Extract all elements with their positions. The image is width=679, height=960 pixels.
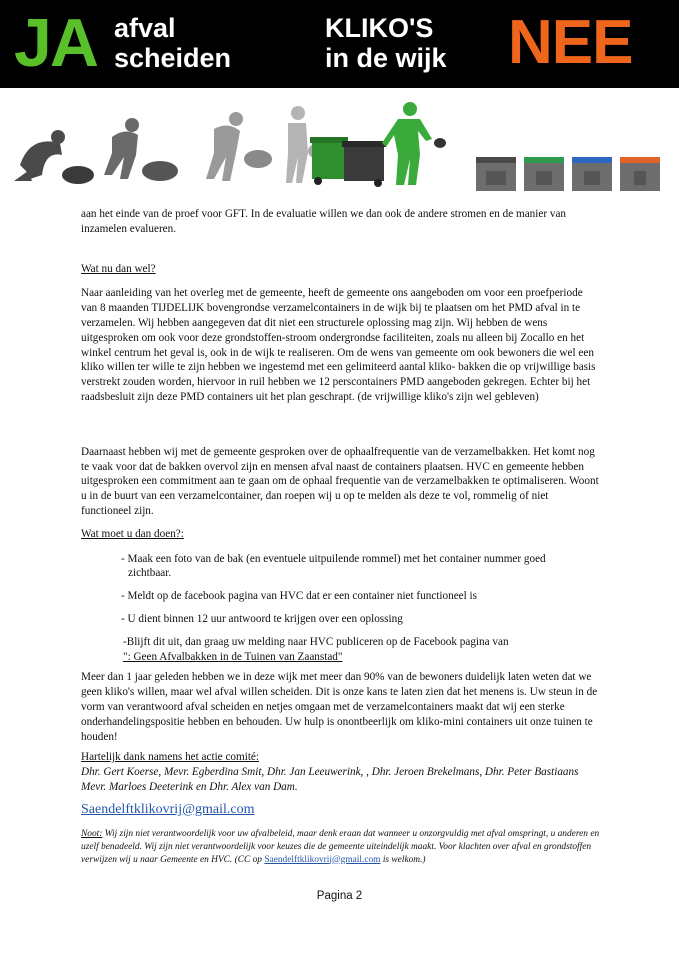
committee-names: Dhr. Gert Koerse, Mevr. Egberdina Smit, Dhr. Jan Leeuwerink, , Dhr. Jeroen Brekelmans, Dhr. Peter Bastiaans Mevr. Marloes Deeterink en Dhr. Alex van Dam. [81, 766, 579, 793]
paragraph-intro: aan het einde van de proef voor GFT. In de evaluatie willen we dan ook de andere stromen en de manier van inzamelen evalueren. [81, 208, 567, 235]
thanks-heading: Hartelijk dank namens het actie comité: [81, 751, 260, 764]
paragraph-overleg: Naar aanleiding van het overleg met de gemeente, heeft de gemeente ons aangeboden om voor een proefperiode van 8 maanden TIJDELIJK bovengrondse verzamelcontainers in de wijk bij te plaatsen om het PMD afval in te verzamelen. Wij hebben aangegeven dat dit niet een structurele oplossing mag zijn. Wij hebben de wens uitgesproken om ook voor deze grondstoffen-stroom ondergrondse faciliteiten, zoals nu alleen bij Zocallo en het winkel centrum het geval is, ook in de wijk te realiseren. Om de wens van gemeente om ook bewoners die wel een kliko willen ter wille te zijn hebben we ingestemd met een gelimiteerd aantal kliko- bakken die op vrijwillige basis verstrekt zouden worden, hiervoor in ruil hebben we 12 perscontainers PMD aangeboden gekregen. Echter bij het raadsbesluit zijn deze PMD containers uit het plan geschrapt. (de vrijwillige kliko's zijn wel gebleven) [81, 287, 596, 403]
list-item-meldt: - Meldt op de facebook pagina van HVC dat er een container niet functioneel is [121, 590, 478, 603]
recycling-illustration [0, 95, 679, 195]
list-item-blijft: -Blijft dit uit, dan graag uw melding naar HVC publiceren op de Facebook pagina van [123, 635, 509, 648]
person-bending-icon [104, 118, 178, 181]
grey-bin-icon [476, 157, 516, 191]
green-bin-icon [524, 157, 564, 191]
blue-bin-icon [572, 157, 612, 191]
list-item-antwoord: - U dient binnen 12 uur antwoord te krijgen over een oplossing [121, 612, 403, 625]
person-green-icon [382, 102, 446, 185]
email-link[interactable]: Saendelftklikovrij@gmail.com [81, 801, 255, 817]
banner-line-afval: afval [114, 13, 176, 43]
list-item-foto-cont: zichtbaar. [128, 567, 172, 580]
banner-line-klikos: KLIKO'S [325, 13, 434, 43]
green-kliko-icon [310, 137, 386, 187]
note-end: is welkom.) [380, 854, 426, 865]
note-text: Wij zijn niet verantwoordelijk voor uw afvalbeleid, maar denk eraan dat wanneer u onzorgvuldig met afval omspringt, u anderen en uzelf benadeeld. Wij zijn niet verantwoordelijk voor keuzes die de gemeente uiteindelijk maakt. Voor klachten over afval en grondstoffen verwijzen wij u naar Gemeente en HVC. (CC op [81, 828, 600, 865]
disclaimer-note [81, 828, 601, 867]
facebook-page-link[interactable]: ": Geen Afvalbakken in de Tuinen van Zaanstad" [123, 650, 343, 663]
header-banner [0, 0, 679, 88]
ja-logo-text: JA [14, 5, 97, 81]
page-content [81, 207, 601, 867]
note-label: Noot: [81, 828, 103, 839]
nee-logo-text: NEE [508, 8, 633, 77]
paragraph-meer-dan: Meer dan 1 jaar geleden hebben we in deze wijk met meer dan 90% van de bewoners duidelijk laten weten dat we geen kliko's willen, maar wel afval willen scheiden. Dit is onze kans te laten zien dat het menens is. Uw steun in de vorm van verantwoord afval scheiden en netjes omgaan met de verzamelcontainers maakt dat wij een sterke onderhandelingspositie hebben en behouden. Uw hulp is onontbeerlijk om kliko-mini containers uit onze tuinen te houden! [81, 671, 598, 743]
orange-bin-icon [620, 157, 660, 191]
page-number: Pagina 2 [316, 890, 363, 902]
banner-line-scheiden: scheiden [114, 43, 232, 73]
heading-wat-nu-dan-wel: Wat nu dan wel? [81, 262, 156, 275]
paragraph-ophaalfrequentie: Daarnaast hebben wij met de gemeente gesproken over de ophaalfrequentie van de verzamelbakken. Het komt nog te vaak voor dat de bakken overvol zijn en mensen afval naast de containers plaatsen. HVC en gemeente hebben uitgesproken een commitment aan te gaan om de ophaal frequentie van de verzamelbakken te optimaliseren. Woont u in de buurt van een verzamelcontainer, dan roepen wij u op te melden als deze te vol, rommelig of niet functioneel zijn. [81, 445, 599, 517]
list-item-foto: - Maak een foto van de bak (en eventuele uitpuilende rommel) met het container nummer goed [121, 552, 546, 565]
person-bending-icon [206, 112, 272, 181]
person-bending-icon [14, 130, 94, 184]
note-email-link[interactable]: Saendelftklikovrij@gmail.com [264, 854, 381, 865]
heading-wat-moet-u-doen: Wat moet u dan doen?: [81, 527, 184, 540]
banner-line-in-de-wijk: in de wijk [325, 43, 447, 73]
